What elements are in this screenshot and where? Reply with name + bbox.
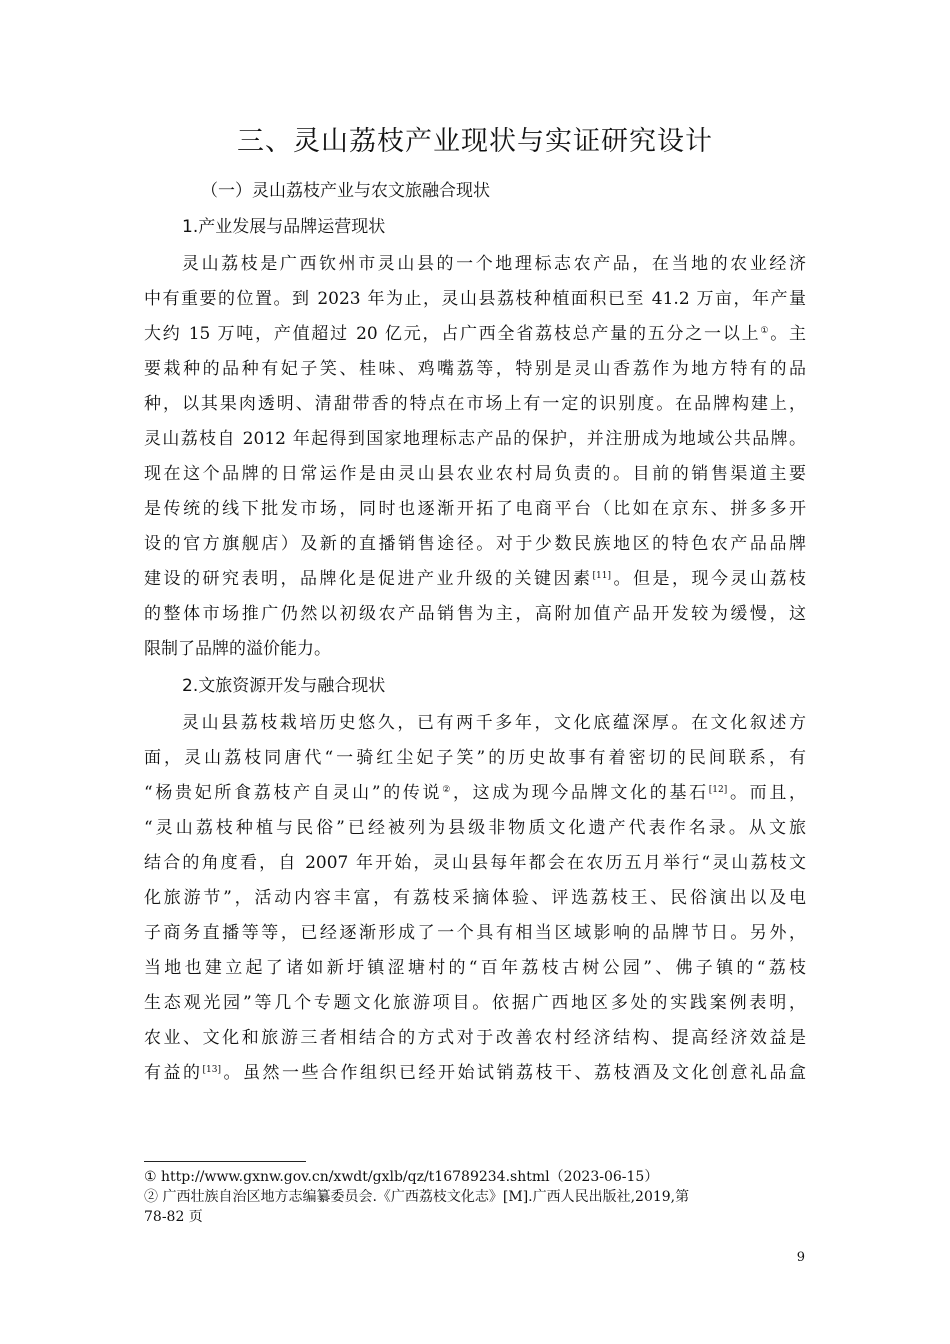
subsection-heading-2: 2.文旅资源开发与融合现状 bbox=[182, 676, 386, 696]
text-span: ，这成为现今品牌文化的基石 bbox=[452, 783, 709, 803]
footnote-2: ② 广西壮族自治区地方志编纂委员会.《广西荔枝文化志》[M].广西人民出版社,2019,第 bbox=[144, 1189, 690, 1205]
text-line: 化旅游节”，活动内容丰富，有荔枝采摘体验、评选荔枝王、民俗演出以及电 bbox=[144, 888, 806, 908]
chapter-title: 三、灵山荔枝产业现状与实证研究设计 bbox=[237, 126, 713, 157]
text-line: 种，以其果肉透明、清甜带香的特点在市场上有一定的识别度。在品牌构建上， bbox=[144, 394, 806, 414]
footnote-divider bbox=[144, 1161, 306, 1162]
footnote-ref-1[interactable]: ① bbox=[760, 326, 771, 336]
text-span: 大约 15 万吨，产值超过 20 亿元，占广西全省荔枝总产量的五分之一以上 bbox=[144, 324, 761, 344]
text-line: 的整体市场推广仍然以初级农产品销售为主，高附加值产品开发较为缓慢，这 bbox=[144, 604, 806, 624]
text-line: 灵山荔枝自 2012 年起得到国家地理标志产品的保护，并注册成为地域公共品牌。 bbox=[144, 429, 806, 449]
citation-ref-11[interactable]: [11] bbox=[592, 571, 611, 581]
text-line bbox=[144, 780, 806, 806]
text-line: 要栽种的品种有妃子笑、桂味、鸡嘴荔等，特别是灵山香荔作为地方特有的品 bbox=[144, 359, 806, 379]
text-line: 中有重要的位置。到 2023 年为止，灵山县荔枝种植面积已至 41.2 万亩，年产量 bbox=[144, 289, 806, 309]
text-span: 。主 bbox=[770, 324, 806, 344]
text-line: 现在这个品牌的日常运作是由灵山县农业农村局负责的。目前的销售渠道主要 bbox=[144, 464, 806, 484]
footnote-1: ① http://www.gxnw.gov.cn/xwdt/gxlb/qz/t16789234.shtml（2023-06-15） bbox=[144, 1169, 659, 1185]
text-span: 有益的 bbox=[144, 1063, 203, 1083]
citation-ref-13[interactable]: [13] bbox=[202, 1065, 221, 1075]
text-line: 子商务直播等等，已经逐渐形成了一个具有相当区域影响的品牌节日。另外， bbox=[144, 923, 806, 943]
text-line: 灵山荔枝是广西钦州市灵山县的一个地理标志农产品，在当地的农业经济 bbox=[182, 254, 806, 274]
section-heading: （一）灵山荔枝产业与农文旅融合现状 bbox=[201, 181, 490, 201]
text-line: 面，灵山荔枝同唐代“一骑红尘妃子笑”的历史故事有着密切的民间联系，有 bbox=[144, 748, 806, 768]
text-line: 设的官方旗舰店）及新的直播销售途径。对于少数民族地区的特色农产品品牌 bbox=[144, 534, 806, 554]
footnote-ref-2[interactable]: ② bbox=[442, 785, 453, 795]
page-number: 9 bbox=[796, 1250, 805, 1265]
text-line bbox=[144, 321, 806, 347]
text-span: 建设的研究表明，品牌化是促进产业升级的关键因素 bbox=[144, 569, 593, 589]
footnote-2-continued: 78-82 页 bbox=[144, 1209, 203, 1225]
text-span: 。虽然一些合作组织已经开始试销荔枝干、荔枝酒及文化创意礼品盒 bbox=[221, 1063, 807, 1083]
text-span: 。而且， bbox=[727, 783, 806, 803]
text-line: 当地也建立起了诸如新圩镇涩塘村的“百年荔枝古树公园”、佛子镇的“荔枝 bbox=[144, 958, 806, 978]
text-span: 。但是，现今灵山荔枝 bbox=[611, 569, 807, 589]
text-line: “灵山荔枝种植与民俗”已经被列为县级非物质文化遗产代表作名录。从文旅 bbox=[144, 818, 806, 838]
text-span: “杨贵妃所食荔枝产自灵山”的传说 bbox=[144, 783, 443, 803]
text-line bbox=[144, 1060, 806, 1086]
subsection-heading-1: 1.产业发展与品牌运营现状 bbox=[182, 217, 386, 237]
text-line: 是传统的线下批发市场，同时也逐渐开拓了电商平台（比如在京东、拼多多开 bbox=[144, 499, 806, 519]
text-line: 灵山县荔枝栽培历史悠久，已有两千多年，文化底蕴深厚。在文化叙述方 bbox=[182, 713, 806, 733]
text-line: 生态观光园”等几个专题文化旅游项目。依据广西地区多处的实践案例表明， bbox=[144, 993, 806, 1013]
text-line: 限制了品牌的溢价能力。 bbox=[144, 639, 331, 659]
text-line: 结合的角度看，自 2007 年开始，灵山县每年都会在农历五月举行“灵山荔枝文 bbox=[144, 853, 806, 873]
citation-ref-12[interactable]: [12] bbox=[708, 785, 728, 795]
text-line bbox=[144, 566, 806, 592]
text-line: 农业、文化和旅游三者相结合的方式对于改善农村经济结构、提高经济效益是 bbox=[144, 1028, 806, 1048]
